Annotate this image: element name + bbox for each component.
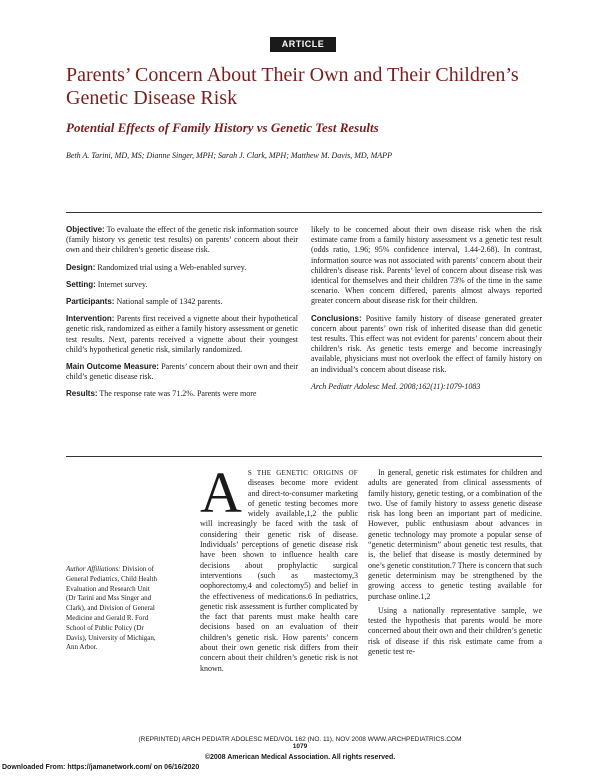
copyright-line: ©2008 American Medical Association. All rights reserved.: [204, 754, 396, 761]
objective-text: To evaluate the effect of the genetic risk information source (family history vs genetic test results) on parents’ concern about their own and their children’s genetic disease risk.: [66, 225, 298, 255]
results-continued: likely to be concerned about their own disease risk when the risk estimate came from a family history assessment vs a genetic test result (odds ratio, 1.96; 95% confidence interval, 1.44-2.68). In contrast, information source was not associated with parents’ concern about their children’s disease risk. Parents’ level of concern about disease risk was identical for themselves and their children 73% of the time in the same scenario. When concern differed, parents almost always reported greater concern about disease risk for their children.: [311, 225, 542, 306]
setting-label: Setting:: [66, 279, 96, 289]
article-badge: ARTICLE: [270, 37, 336, 52]
citation: Arch Pediatr Adolesc Med. 2008;162(11):1079-1083: [311, 381, 481, 391]
abstract-results: [66, 389, 298, 399]
author-list: Beth A. Tarini, MD, MS; Dianne Singer, MPH; Sarah J. Clark, MPH; Matthew M. Davis, MD, MAPP: [66, 151, 392, 160]
abstract-objective: [66, 225, 298, 256]
affiliations-text: Division of General Pediatrics, Child Health Evaluation and Research Unit (Dr Tarini and Mss Singer and Clark), and Division of General Medicine and Gerald R. Ford School of Public Policy (Dr Davis), University of Michigan, Ann Arbor.: [66, 565, 157, 652]
opening-smallcaps: S THE GENETIC ORIGINS OF: [247, 469, 358, 477]
drop-cap: A: [200, 460, 242, 525]
design-text: Randomized trial using a Web-enabled survey.: [97, 262, 247, 272]
abstract-right-column: [311, 225, 542, 392]
author-affiliations: [66, 565, 159, 653]
abstract-design: [66, 263, 298, 273]
abstract-conclusions: [311, 314, 542, 375]
body-column-1: [200, 460, 358, 674]
affiliations-label: Author Affiliations:: [66, 565, 121, 573]
abstract-outcome: [66, 362, 298, 382]
article-title: Parents’ Concern About Their Own and Their Children’s Genetic Disease Risk: [66, 64, 519, 109]
objective-label: Objective:: [66, 225, 105, 234]
conclusions-text: Positive family history of disease generated greater concern about parents’ own risk of inherited disease than did genetic test results. This effect was not evident for parents’ concern about their children’s risk. As genetic tests emerge and become increasingly available, physicians must not overlook the effect of family history on an individual’s concern about disease risk.: [311, 313, 543, 374]
results-label: Results:: [66, 389, 98, 399]
body-col1-text: diseases become more evident and direct-to-consumer marketing of genetic testing becomes more widely available,1,2 the public will increasingly be faced with the task of considering their genetic risk of disease. Individuals’ perceptions of genetic disease risk have been shown to influence health care decisions about prophylactic surgical interventions (such as mastectomy,3 oophorectomy,4 and colectomy5) and belief in the effectiveness of medications.6 In pediatrics, genetic risk assessment is further complicated by the fact that parents must make health care decisions based on an evaluation of their children’s genetic risk. How parents’ concern about their own genetic risk differs from their concern about their children’s genetic risk is not known.: [200, 478, 358, 673]
body-col2-para2: Using a nationally representative sample, we tested the hypothesis that parents would be more concerned about their own and their children’s genetic risk of disease if this risk estimate came from a genetic test re-: [368, 605, 542, 657]
abstract-setting: [66, 280, 298, 290]
results-text: The response rate was 71.2%. Parents were more: [99, 389, 257, 399]
abstract-bottom-rule: [66, 456, 542, 457]
setting-text: Internet survey.: [97, 279, 148, 289]
abstract-intervention: [66, 314, 298, 355]
participants-label: Participants:: [66, 297, 115, 307]
body-column-2: [368, 468, 542, 657]
abstract-participants: [66, 297, 298, 307]
abstract-left-column: [66, 225, 298, 407]
outcome-label: Main Outcome Measure:: [66, 362, 159, 372]
intervention-label: Intervention:: [66, 314, 115, 324]
intervention-text: Parents first received a vignette about their hypothetical genetic risk, randomized as either a family history assessment or genetic test results. Next, parents received a vignette about their youngest child’s hypothetical genetic risk, similarly randomized.: [66, 314, 298, 354]
participants-text: National sample of 1342 parents.: [116, 297, 223, 307]
conclusions-label: Conclusions:: [311, 313, 362, 323]
abstract-top-rule: [66, 212, 542, 213]
outcome-text: Parents’ concern about their own and their child’s genetic disease risk.: [66, 362, 299, 382]
design-label: Design:: [66, 262, 96, 272]
page-footer: [0, 736, 600, 750]
body-col2-para1: In general, genetic risk estimates for children and adults are generated from clinical assessments of family history, genetic testing, or a combination of the two. Use of family history to assess genetic disease risk has long been an important part of medicine. However, public enthusiasm about advances in genetic technology may promote a popular sense of “genetic determinism” about genetic test results, that is, the belief that disease is mostly determined by one’s genetic constitution.7 There is concern that such genetic determinism may be strengthened by the growing access to genetic testing available for purchase online.1,2: [368, 468, 542, 601]
journal-footer-line: (REPRINTED) ARCH PEDIATR ADOLESC MED/VOL 162 (NO. 11), NOV 2008 WWW.ARCHPEDIATRICS.COM: [138, 736, 462, 743]
page-number: 1079: [292, 743, 308, 750]
download-stamp: Downloaded From: https://jamanetwork.com/ on 06/16/2020: [2, 764, 200, 771]
article-subtitle: Potential Effects of Family History vs Genetic Test Results: [66, 120, 379, 135]
